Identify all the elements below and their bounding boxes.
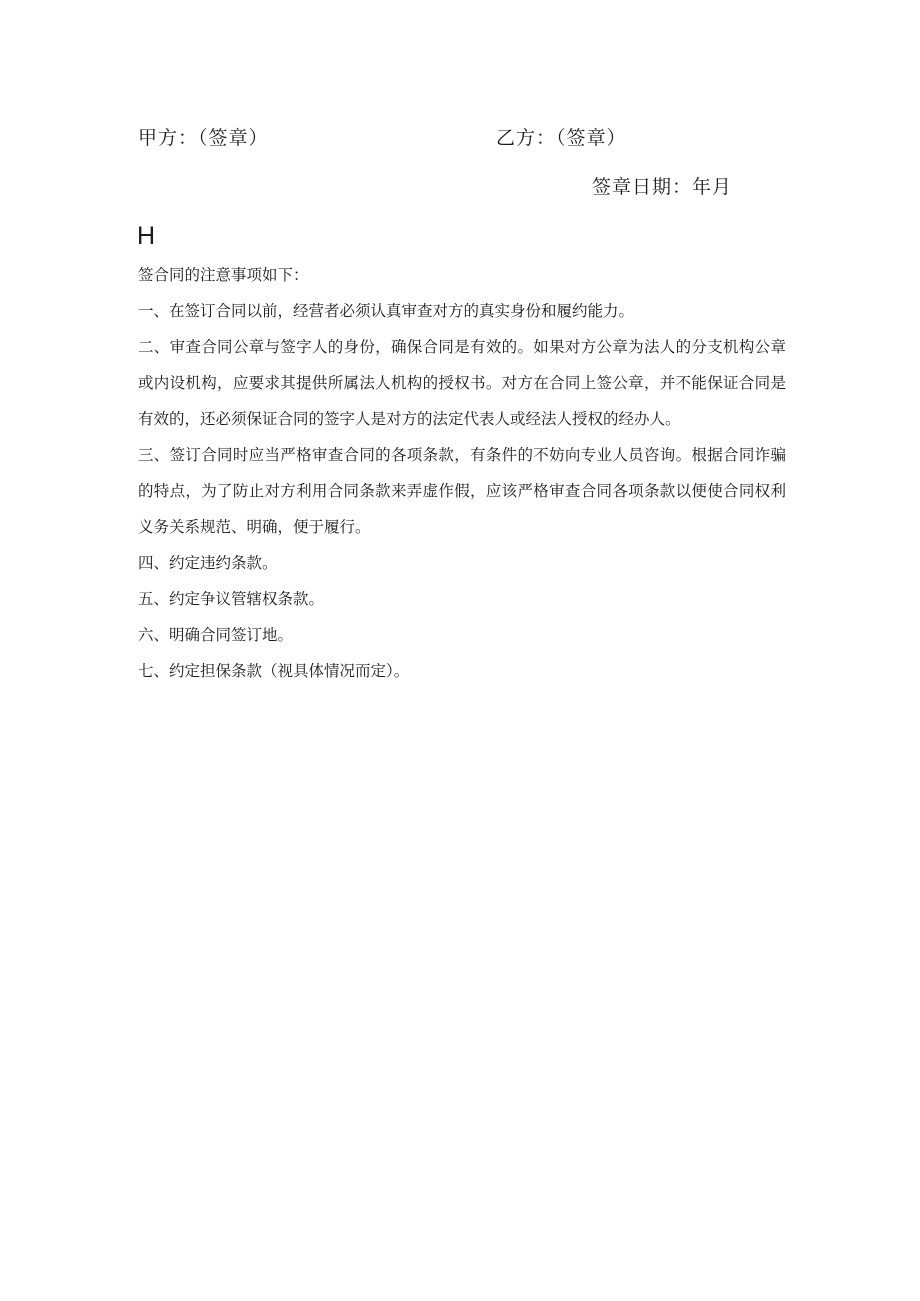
notes-item-5: 五、约定争议管辖权条款。 bbox=[138, 590, 325, 608]
notes-item-3: 三、签订合同时应当严格审查合同的各项条款，有条件的不妨向专业人员咨询。根据合同诈骗的特点，为了防止对方利用合同条款来弄虚作假，应该严格审查合同各项条款以便使合同权利义务关系规范、明确，便于履行。 bbox=[138, 446, 786, 536]
party-b-signature: 乙方：（签章） bbox=[496, 127, 627, 149]
signature-date: 签章日期：年月 bbox=[592, 176, 733, 198]
section-marker: H bbox=[137, 222, 156, 250]
notes-item-1: 一、在签订合同以前，经营者必须认真审查对方的真实身份和履约能力。 bbox=[138, 302, 635, 320]
notes-item-2: 二、审查合同公章与签字人的身份，确保合同是有效的。如果对方公章为法人的分支机构公章或内设机构，应要求其提供所属法人机构的授权书。对方在合同上签公章，并不能保证合同是有效的，还必须保证合同的签字人是对方的法定代表人或经法人授权的经办人。 bbox=[138, 338, 786, 428]
notes-title: 签合同的注意事项如下： bbox=[138, 266, 309, 284]
notes-section bbox=[138, 257, 786, 689]
notes-item-7: 七、约定担保条款（视具体情况而定）。 bbox=[138, 662, 410, 680]
notes-item-4: 四、约定违约条款。 bbox=[138, 554, 278, 572]
party-a-signature: 甲方：（签章） bbox=[138, 127, 269, 149]
notes-item-6: 六、明确合同签订地。 bbox=[138, 626, 294, 644]
